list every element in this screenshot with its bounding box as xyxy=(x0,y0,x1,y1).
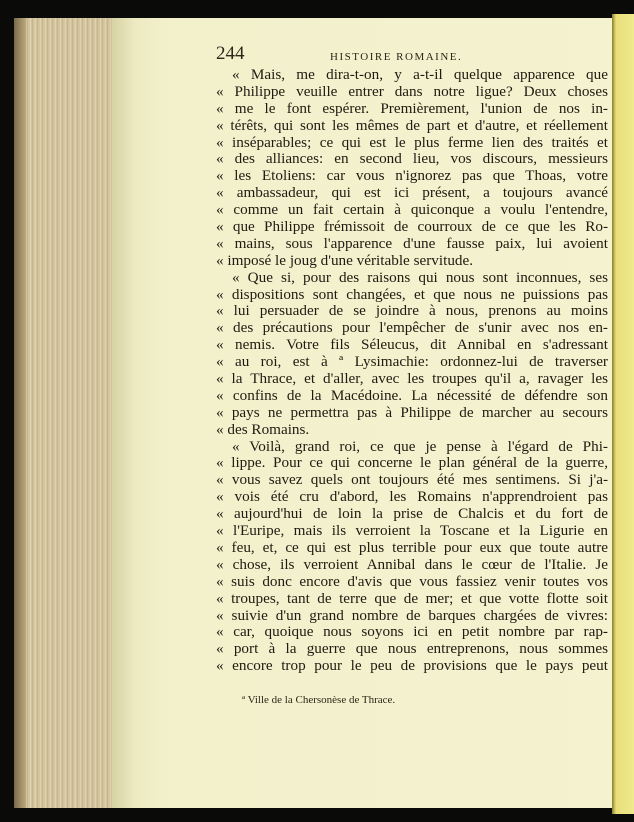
text-line: « lippe. Pour ce qui concerne le plan général de la guerre, xyxy=(216,455,608,472)
text-line: « ambassadeur, qui est ici présent, a toujours avancé xyxy=(216,185,608,202)
text-line: « chose, ils verroient Annibal dans le cœur de l'Italie. Je xyxy=(216,556,608,573)
text-line: « mains, sous l'apparence d'une fausse paix, lui avoient xyxy=(216,235,608,252)
text-line: « vois été cru d'abord, les Romains n'apprendroient pas xyxy=(216,489,608,506)
text-line: « des alliances: en second lieu, vos discours, messieurs xyxy=(216,151,608,168)
text-line: « inséparables; ce qui est le plus ferme lien des traités et xyxy=(216,134,608,151)
text-line: « au roi, est à ª Lysimachie: ordonnez-lui de traverser xyxy=(216,354,608,371)
text-line: « pays ne permettra pas à Philippe de marcher au secours xyxy=(216,404,608,421)
text-line: « aujourd'hui de loin la prise de Chalcis et du fort de xyxy=(216,506,608,523)
text-line: « suis donc encore d'avis que vous fassiez venir toutes vos xyxy=(216,573,608,590)
text-line: « Philippe veuille entrer dans notre ligue? Deux choses xyxy=(216,83,608,100)
text-line: « Que si, pour des raisons qui nous sont inconnues, ses xyxy=(232,269,608,286)
text-line: « encore trop pour le peu de provisions que le pays peut xyxy=(216,658,608,675)
text-line: « imposé le joug d'une véritable servitude. xyxy=(216,252,474,269)
text-line: « des précautions pour l'empêcher de s'unir avec nos en- xyxy=(216,320,608,337)
text-line: « confins de la Macédoine. La nécessité de défendre son xyxy=(216,387,608,404)
footnote: ª Ville de la Chersonèse de Thrace. xyxy=(242,694,396,706)
text-line: « les Etoliens: car vous n'ignorez pas que Thoas, votre xyxy=(216,168,608,185)
text-line: « la Thrace, et d'aller, avec les troupes qu'il a, ravager les xyxy=(216,371,608,388)
text-line: « me le font espérer. Premièrement, l'union de nos in- xyxy=(216,100,608,117)
running-head: HISTOIRE ROMAINE. xyxy=(330,51,463,63)
text-line: « Mais, me dira-t-on, y a-t-il quelque apparence que xyxy=(232,67,608,83)
text-line: « feu, et, ce qui est plus terrible pour eux que toute autre xyxy=(216,539,608,556)
body-text xyxy=(216,67,608,675)
text-line: « Voilà, grand roi, ce que je pense à l'égard de Phi- xyxy=(232,438,608,455)
text-line: « térêts, qui sont les mêmes de part et d'autre, et réellement xyxy=(216,117,608,134)
text-line: « car, quoique nous soyons ici en petit nombre par rap- xyxy=(216,624,608,641)
text-line: « nemis. Votre fils Séleucus, dit Annibal en s'adressant xyxy=(216,337,608,354)
facing-page-edge xyxy=(612,14,634,814)
text-line: « suivie d'un grand nombre de barques chargées de vivres: xyxy=(216,607,608,624)
text-line: « lui persuader de se joindre à nous, prenons au moins xyxy=(216,303,608,320)
text-line: « comme un fait certain à quiconque a voulu l'entendre, xyxy=(216,202,608,219)
text-line: « l'Euripe, mais ils verroient la Toscane et la Ligurie en xyxy=(216,523,608,540)
page-number: 244 xyxy=(216,43,245,64)
text-line: « des Romains. xyxy=(216,421,310,438)
text-line: « troupes, tant de terre que de mer; et que votte flotte soit xyxy=(216,590,608,607)
text-line: « que Philippe frémissoit de courroux de ce que les Ro- xyxy=(216,219,608,236)
text-line: « vous savez quels ont toujours été mes sentimens. Si j'a- xyxy=(216,472,608,489)
text-line: « dispositions sont changées, et que nous ne puissions pas xyxy=(216,286,608,303)
text-line: « port à la guerre que nous entreprenons, nous sommes xyxy=(216,641,608,658)
